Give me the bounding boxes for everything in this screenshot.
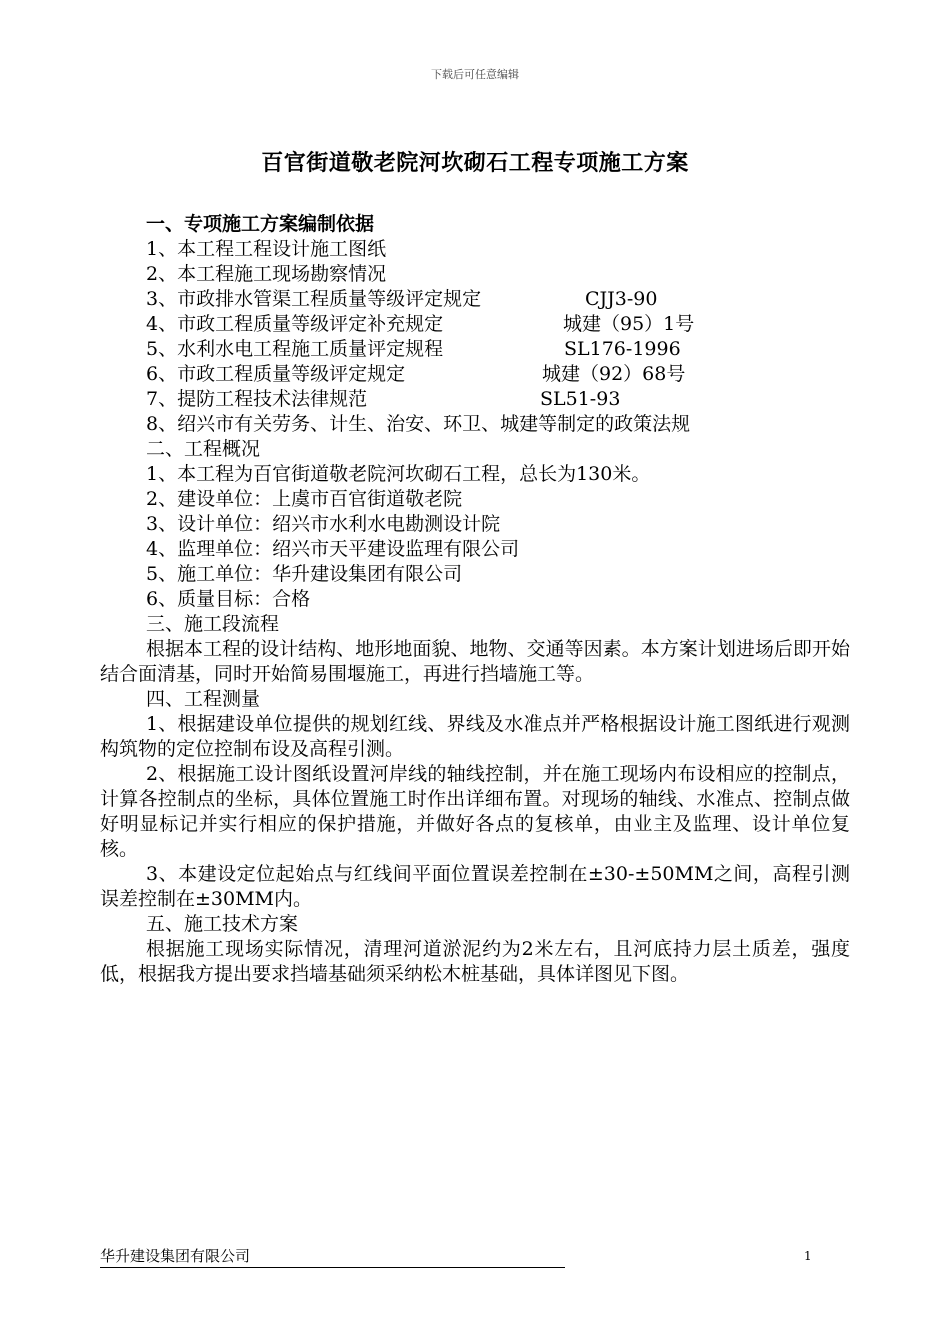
overview-item: 2、建设单位：上虞市百官街道敬老院	[146, 488, 463, 510]
document-body	[100, 212, 850, 987]
basis-item-code: CJJ3-90	[585, 288, 658, 310]
document-title: 百官街道敬老院河坎砌石工程专项施工方案	[261, 150, 689, 176]
basis-item	[100, 262, 850, 287]
basis-item-code: 城建（95）1号	[563, 313, 695, 335]
basis-item-text: 2、本工程施工现场勘察情况	[146, 263, 387, 285]
basis-item	[100, 237, 850, 262]
basis-item-text: 4、市政工程质量等级评定补充规定	[146, 313, 444, 335]
basis-item-code: SL176-1996	[564, 338, 681, 360]
basis-item	[100, 362, 850, 387]
section-heading-overview: 二、工程概况	[146, 438, 261, 460]
basis-item-code: 城建（92）68号	[542, 363, 686, 385]
survey-paragraph: 3、本建设定位起始点与红线间平面位置误差控制在±30-±50MM之间，高程引测误差控制在±30MM内。	[100, 863, 850, 910]
overview-item: 5、施工单位：华升建设集团有限公司	[146, 563, 463, 585]
basis-item-text: 7、提防工程技术法律规范	[146, 388, 368, 410]
survey-paragraph: 2、根据施工设计图纸设置河岸线的轴线控制，并在施工现场内布设相应的控制点，计算各控制点的坐标，具体位置施工时作出详细布置。对现场的轴线、水准点、控制点做好明显标记并实行相应的保护措施，并做好各点的复核单，由业主及监理、设计单位复核。	[100, 763, 850, 860]
basis-item	[100, 337, 850, 362]
overview-item: 6、质量目标：合格	[146, 588, 311, 610]
section-heading-flow: 三、施工段流程	[146, 613, 280, 635]
header-note: 下载后可任意编辑	[431, 68, 519, 81]
basis-item-code: SL51-93	[540, 388, 621, 410]
section-heading-tech: 五、施工技术方案	[146, 913, 299, 935]
survey-paragraph: 1、根据建设单位提供的规划红线、界线及水准点并严格根据设计施工图纸进行观测构筑物的定位控制布设及高程引测。	[100, 713, 850, 760]
basis-item-text: 6、市政工程质量等级评定规定	[146, 363, 406, 385]
overview-item: 3、设计单位：绍兴市水利水电勘测设计院	[146, 513, 501, 535]
basis-item	[100, 387, 850, 412]
tech-paragraph: 根据施工现场实际情况，清理河道淤泥约为2米左右，且河底持力层土质差，强度低，根据我方提出要求挡墙基础须采纳松木桩基础，具体详图见下图。	[100, 938, 850, 985]
section-heading-survey: 四、工程测量	[146, 688, 261, 710]
basis-item-text: 3、市政排水管渠工程质量等级评定规定	[146, 288, 482, 310]
basis-item	[100, 287, 850, 312]
overview-item: 1、本工程为百官街道敬老院河坎砌石工程，总长为130米。	[146, 463, 651, 485]
flow-paragraph: 根据本工程的设计结构、地形地面貌、地物、交通等因素。本方案计划进场后即开始结合面清基，同时开始简易围堰施工，再进行挡墙施工等。	[100, 638, 850, 685]
section-heading-basis: 一、专项施工方案编制依据	[146, 213, 375, 235]
page-number: 1	[804, 1249, 812, 1263]
overview-item: 4、监理单位：绍兴市天平建设监理有限公司	[146, 538, 520, 560]
footer-company: 华升建设集团有限公司	[100, 1245, 565, 1268]
basis-item-text: 8、绍兴市有关劳务、计生、治安、环卫、城建等制定的政策法规	[146, 413, 691, 435]
basis-item	[100, 312, 850, 337]
basis-item	[100, 412, 850, 437]
basis-item-text: 1、本工程工程设计施工图纸	[146, 238, 387, 260]
basis-item-text: 5、水利水电工程施工质量评定规程	[146, 338, 444, 360]
